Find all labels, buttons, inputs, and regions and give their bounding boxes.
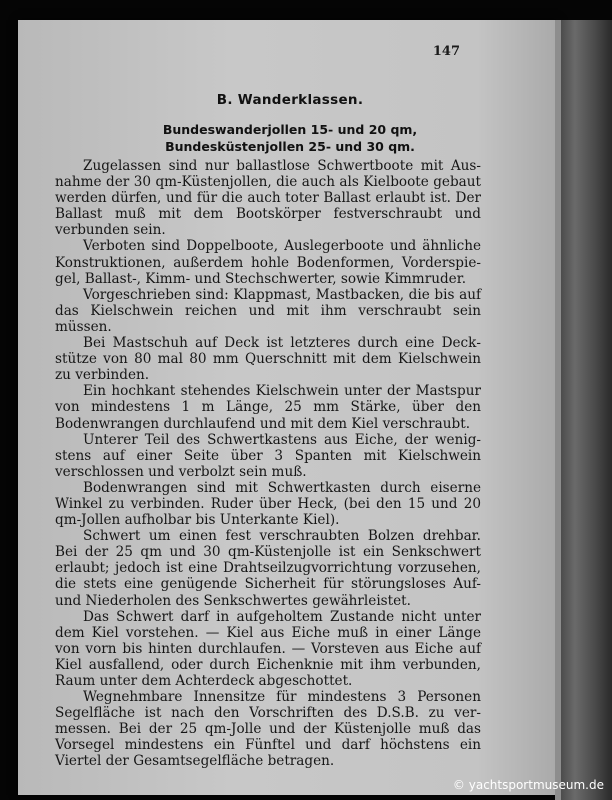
page-number: 147 [432, 44, 460, 59]
paragraph-kielschwein: Ein hochkant stehendes Kielschwein unter der Mastspur von mindestens 1 m Länge, 25 mm Stärke, über den Bodenwrangen durchlaufend und mit dem Kiel verschraubt. [55, 383, 481, 432]
paragraph-verboten: Verboten sind Doppelboote, Auslegerboote und ähnliche Konstruktionen, außerdem hohle Bodenformen, Vorderspiegel, Ballast-, Kimm- und Stechschwerter, sowie Kimmruder. [55, 238, 481, 287]
paragraph-schwertkasten: Unterer Teil des Schwertkastens aus Eiche, der wenigstens auf einer Seite über 3 Spanten mit Kielschwein verschlossen und verbolzt sein muß. [55, 431, 481, 480]
paragraph-kiel: Das Schwert darf in aufgeholtem Zustande nicht unter dem Kiel vorstehen. — Kiel aus Eiche muß in einer Länge von vorn bis hinten durchlaufen. — Vorsteven aus Eiche auf Kiel ausfallend, oder durch Eichenknie mit ihm verbunden, Raum unter dem Achterdeck abgeschottet. [55, 608, 481, 689]
copyright-watermark: © yachtsportmuseum.de [452, 778, 604, 792]
paragraph-schwert: Schwert um einen fest verschraubten Bolzen drehbar. Bei der 25 qm und 30 qm-Küstenjolle ist ein Senkschwert erlaubt; jedoch ist eine Drahtseilzugvorrichtung vorzusehen, die stets eine genügende Sicherheit für störungsloses Auf- und Niederholen des Senkschwertes gewährleistet. [55, 528, 481, 609]
section-heading: B. Wanderklassen. [216, 92, 364, 108]
class-heading-kuestenjollen: Bundesküstenjollen 25- und 30 qm. [165, 139, 415, 154]
paragraph-zugelassen: Zugelassen sind nur ballastlose Schwertboote mit Ausnahme der 30 qm-Küstenjollen, die auch als Kielboote gebaut werden dürfen, und für die auch toter Ballast erlaubt ist. Der Ballast muß mit dem Bootskörper festverschraubt und verbunden sein. [55, 158, 481, 239]
paragraph-bodenwrangen: Bodenwrangen sind mit Schwertkasten durch eiserne Winkel zu verbinden. Ruder über Heck, (bei den 15 und 20 qm-Jollen aufholbar bis Unterkante Kiel). [55, 479, 481, 529]
class-heading-wanderjollen: Bundeswanderjollen 15- und 20 qm, [162, 122, 418, 137]
book-spine [555, 20, 612, 800]
paragraph-innensitze: Wegnehmbare Innensitze für mindestens 3 Personen Segelfläche ist nach den Vorschriften des D.S.B. zu vermessen. Bei der 25 qm-Jolle und der Küstenjolle muß das Vorsegel mindestens ein Fünftel und darf höchstens ein Viertel der Gesamtsegelfläche betragen. [55, 689, 481, 770]
rules-text [55, 158, 481, 770]
paragraph-mastschuh: Bei Mastschuh auf Deck ist letzteres durch eine Deckstütze von 80 mal 80 mm Querschnitt mit dem Kielschwein zu verbinden. [55, 335, 481, 384]
paragraph-vorgeschrieben: Vorgeschrieben sind: Klappmast, Mastbacken, die bis auf das Kielschwein reichen und mit ihm verschraubt sein müssen. [55, 286, 481, 335]
page-edge [555, 20, 561, 800]
